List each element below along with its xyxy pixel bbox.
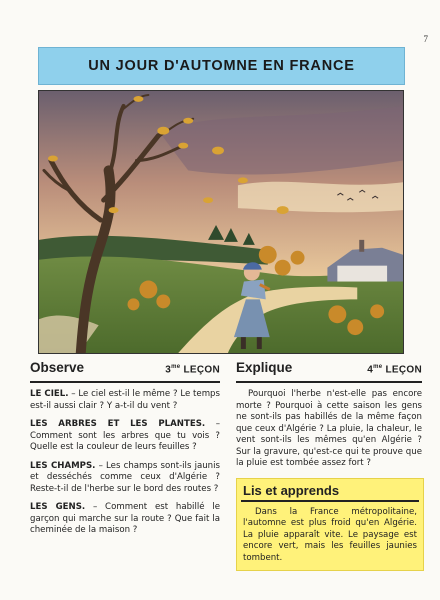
observe-paragraph-gens: LES GENS. – Comment est habillé le garçon qui marche sur la route ? Que fait la cheminée de la maison ? [30,502,220,535]
observe-paragraph-ciel: LE CIEL. – Le ciel est-il le même ? Le temps est-il aussi clair ? Y a-t-il du vent ? [30,389,220,411]
observe-paragraph-arbres: LES ARBRES ET LES PLANTES. – Comment sont les arbres que tu vois ? Quelle est la couleur de leurs feuilles ? [30,419,220,452]
lis-et-apprends-box [236,478,424,572]
page-title: UN JOUR D'AUTOMNE EN FRANCE [88,58,355,74]
explique-lesson-label: $4^{me}$ LEÇON [367,363,422,375]
observe-paragraph-champs: LES CHAMPS. – Les champs sont-ils jaunis et desséchés comme ceux d'Algérie ? Reste-t-il de l'herbe sur le bord des routes ? [30,460,220,494]
explique-text: Pourquoi l'herbe n'est-elle pas encore morte ? Pourquoi à cette saison les gens ne sont-ils pas habillés de la même façon que ceux d'Algérie ? La pluie, la chaleur, le vent sont-ils les mêmes qu'en Algérie ? Sur la gravure, qu'est-ce qui te prouve que la pluie est tombée assez fort ? [236,389,422,468]
observe-rule [30,381,220,383]
title-banner [38,47,405,85]
observe-heading: Observe [30,360,85,375]
observe-header [30,360,220,380]
explique-heading: Explique [236,360,293,375]
observe-section [30,360,220,544]
page-number: 7 [423,34,428,44]
explique-rule [236,381,422,383]
autumn-illustration [38,90,404,354]
lis-heading: Lis et apprends [243,482,340,498]
lis-text: Dans la France métropolitaine, l'automne est plus froid qu'en Algérie. La pluie apparaît vite. Le paysage est encore vert, mais les feuilles jaunies tombent. [243,506,417,563]
explique-header [236,360,422,380]
autumn-scene-image [39,91,403,353]
observe-lesson-label: $3^{me}$ LEÇON [165,363,220,375]
explique-section [236,360,422,571]
